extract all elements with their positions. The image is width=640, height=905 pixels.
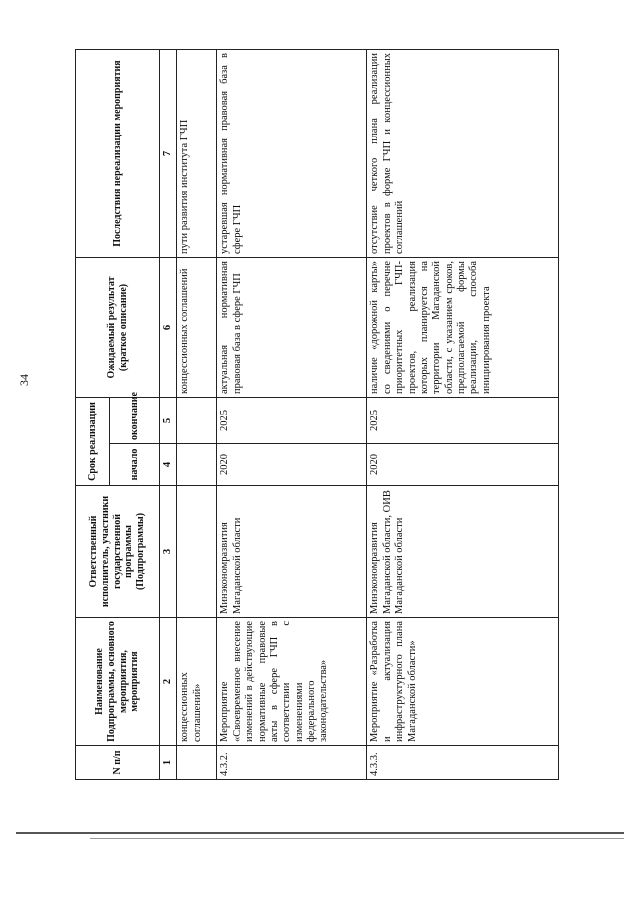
header-number: N п/п — [76, 746, 160, 780]
table-row — [367, 50, 559, 780]
row-result: актуальная нормативная правовая база в сфере ГЧП — [217, 258, 367, 398]
table-row — [177, 50, 217, 780]
header-consequence: Последствия нереализации мероприятия — [76, 50, 160, 258]
row-executor — [177, 486, 217, 618]
row-number: 4.3.2. — [217, 746, 367, 780]
header-start: начало — [110, 444, 160, 486]
header-name: Наименование Подпрограммы, основного мероприятия, мероприятия — [76, 618, 160, 746]
col-number-4: 4 — [160, 444, 177, 486]
row-end — [177, 398, 217, 444]
scan-edge-line — [16, 832, 624, 834]
row-consequence: отсутствие четкого плана реализации проектов в форме ГЧП и концессионных соглашений — [367, 50, 559, 258]
row-name: Мероприятие «Разработка и актуализация инфраструктурного плана Магаданской области» — [367, 618, 559, 746]
col-number-1: 1 — [160, 746, 177, 780]
row-name: Мероприятие «Своевременное внесение изменений в действующие нормативные правовые акты в сфере ГЧП в соответствии с изменениями федерального законодательства» — [217, 618, 367, 746]
row-executor: Минэкономразвития Магаданской области, ОИВ Магаданской области — [367, 486, 559, 618]
column-number-row — [160, 50, 177, 780]
header-period: Срок реализации — [76, 398, 110, 486]
row-number — [177, 746, 217, 780]
header-executor: Ответственный исполнитель, участники государственной программы (Подпрограммы) — [76, 486, 160, 618]
page-number: 34 — [17, 374, 31, 386]
scan-edge-line-secondary — [90, 838, 624, 839]
col-number-5: 5 — [160, 398, 177, 444]
header-end: окончание — [110, 398, 160, 444]
row-name: концессионных соглашений» — [177, 618, 217, 746]
row-start — [177, 444, 217, 486]
col-number-7: 7 — [160, 50, 177, 258]
header-row-1 — [76, 50, 110, 780]
row-result: наличие «дорожной карты» со сведениями о перечне приоритетных ГЧП-проектов, реализация которых планируется на территории Магаданской области, с указанием сроков, предполагаемой формы реализации, способа инициирования проекта — [367, 258, 559, 398]
row-start: 2020 — [217, 444, 367, 486]
row-executor: Минэкономразвития Магаданской области — [217, 486, 367, 618]
row-number: 4.3.3. — [367, 746, 559, 780]
col-number-3: 3 — [160, 486, 177, 618]
rotated-table-page — [75, 50, 557, 780]
row-consequence: пути развития института ГЧП — [177, 50, 217, 258]
row-end: 2025 — [367, 398, 559, 444]
measures-table — [75, 49, 559, 780]
row-end: 2025 — [217, 398, 367, 444]
row-start: 2020 — [367, 444, 559, 486]
row-consequence: устаревшая нормативная правовая база в сфере ГЧП — [217, 50, 367, 258]
table-row — [217, 50, 367, 780]
header-result: Ожидаемый результат (краткое описание) — [76, 258, 160, 398]
row-result: концессионных соглашений — [177, 258, 217, 398]
col-number-6: 6 — [160, 258, 177, 398]
col-number-2: 2 — [160, 618, 177, 746]
